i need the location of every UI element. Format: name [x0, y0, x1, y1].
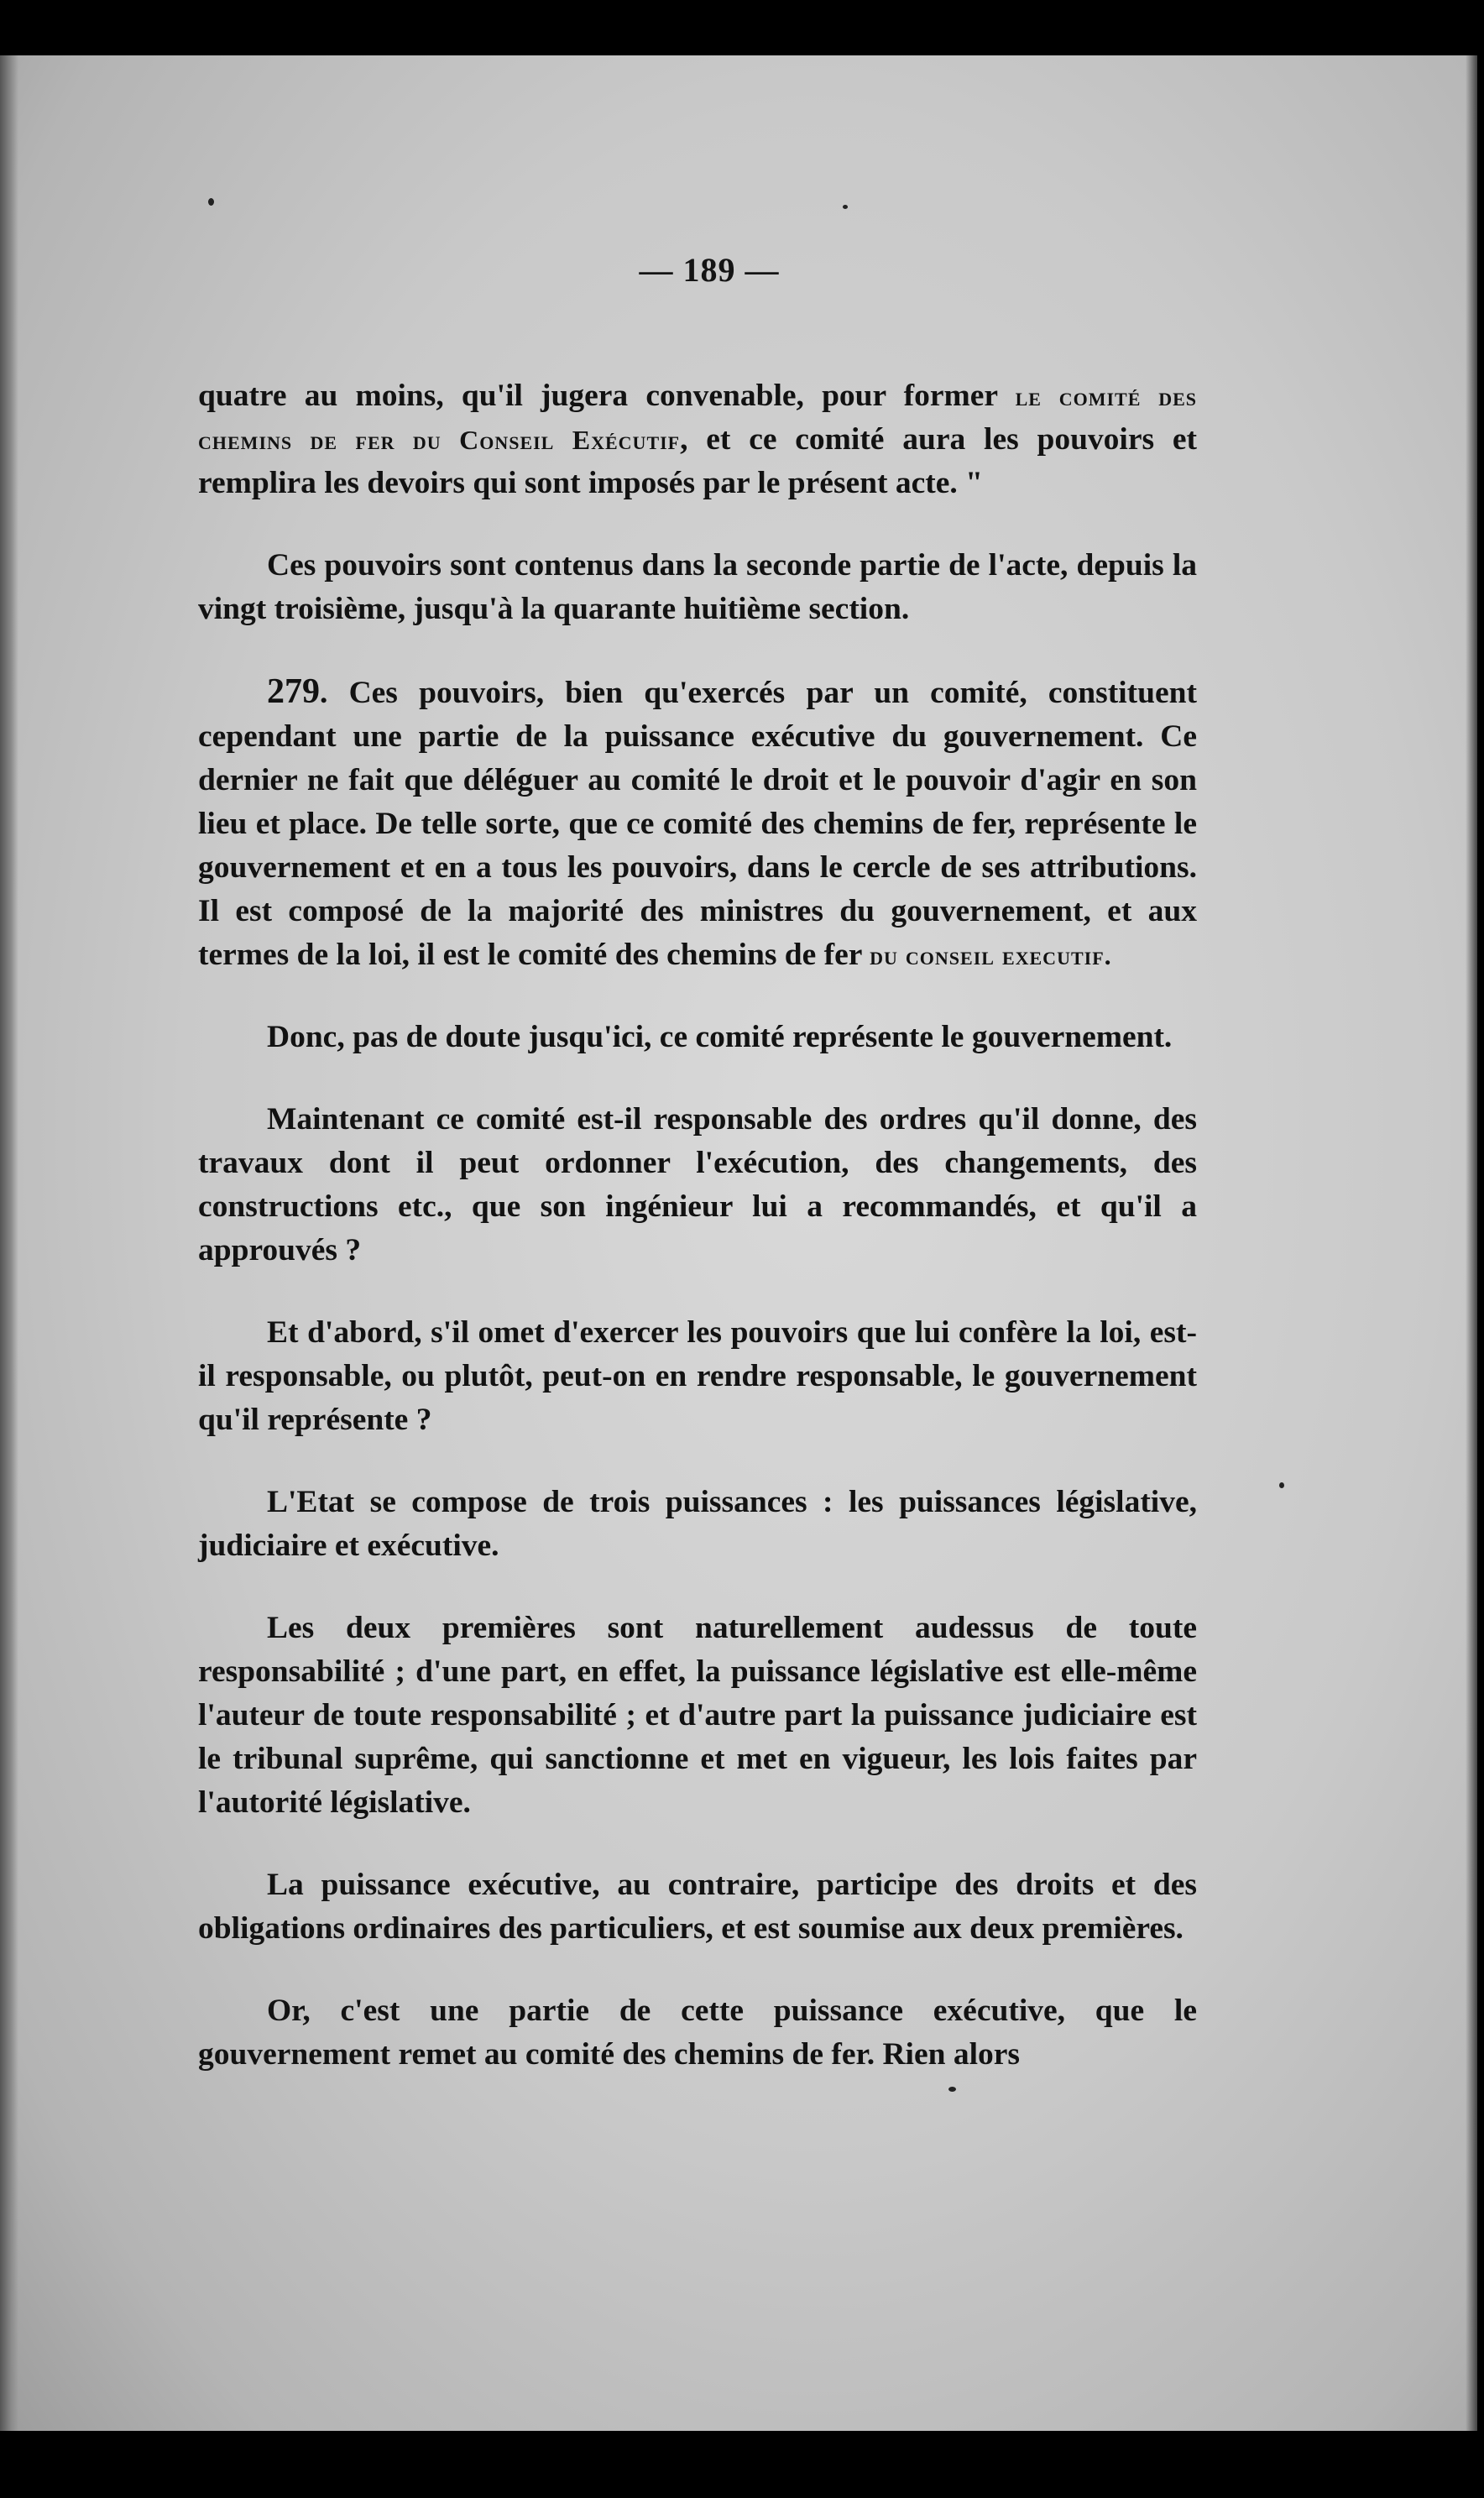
paragraph-1-text-b: , et ce comité aura les pouvoirs et remplira les devoirs qui sont imposés par le présent acte. " [198, 422, 1197, 500]
paragraph-3-smallcaps: du conseil executif. [870, 940, 1112, 970]
paragraph-6: Et d'abord, s'il omet d'exercer les pouvoirs que lui confère la loi, est-il responsable, ou plutôt, peut-on en rendre responsable, le gouvernement qu'il représente ? [198, 1315, 1197, 1437]
dust-speck [1279, 1482, 1284, 1488]
paragraph-3 [198, 670, 1197, 977]
page-edge-left [0, 55, 18, 2431]
dust-speck [843, 205, 848, 209]
paragraph-4: Donc, pas de doute jusqu'ici, ce comité représente le gouvernement. [267, 1020, 1173, 1054]
paragraph-2: Ces pouvoirs sont contenus dans la seconde partie de l'acte, depuis la vingt troisième, jusqu'à la quarante huitième section. [198, 548, 1197, 626]
paragraph-9: La puissance exécutive, au contraire, participe des droits et des obligations ordinaires des particuliers, et est soumise aux deux premières. [198, 1868, 1197, 1946]
paragraph-7: L'Etat se compose de trois puissances : les puissances législative, judiciaire et exécutive. [198, 1485, 1197, 1563]
dust-speck [208, 198, 214, 206]
paragraph-3-text-a: . Ces pouvoirs, bien qu'exercés par un comité, constituent cependant une partie de la puissance exécutive du gouvernement. Ce dernier ne fait que déléguer au comité le droit et le pouvoir d'agir en son lieu et place. De telle sorte, que ce comité des chemins de fer, représente le gouvernement et en a tous les pouvoirs, dans le cercle de ses attributions. Il est composé de la majorité des ministres du gouvernement, et aux termes de la loi, il est le comité des chemins de fer [198, 676, 1197, 972]
book-page [0, 55, 1477, 2431]
page-number: — 189 — [639, 251, 780, 289]
section-number: 279 [267, 672, 320, 711]
paragraph-1-smallcaps: le comité des chemins de fer du Conseil Exécutif [198, 381, 1197, 455]
paragraph-5: Maintenant ce comité est-il responsable des ordres qu'il donne, des travaux dont il peut ordonner l'exécution, des changements, des constructions etc., que son ingénieur lui a recommandés, et qu'il a approuvés ? [198, 1102, 1197, 1267]
paragraph-1-text-a: quatre au moins, qu'il jugera convenable, pour former [198, 379, 1016, 413]
paragraph-10: Or, c'est une partie de cette puissance exécutive, que le gouvernement remet au comité des chemins de fer. Rien alors [198, 1994, 1197, 2072]
page-edge-right [1466, 55, 1477, 2431]
paragraph-8: Les deux premières sont naturellement audessus de toute responsabilité ; d'une part, en effet, la puissance législative est elle-même l'auteur de toute responsabilité ; et d'autre part la puissance judiciaire est le tribunal suprême, qui sanctionne et met en vigueur, les lois faites par l'autorité législative. [198, 1611, 1197, 1820]
paragraph-1 [198, 374, 1197, 505]
body-text [198, 374, 1197, 2115]
